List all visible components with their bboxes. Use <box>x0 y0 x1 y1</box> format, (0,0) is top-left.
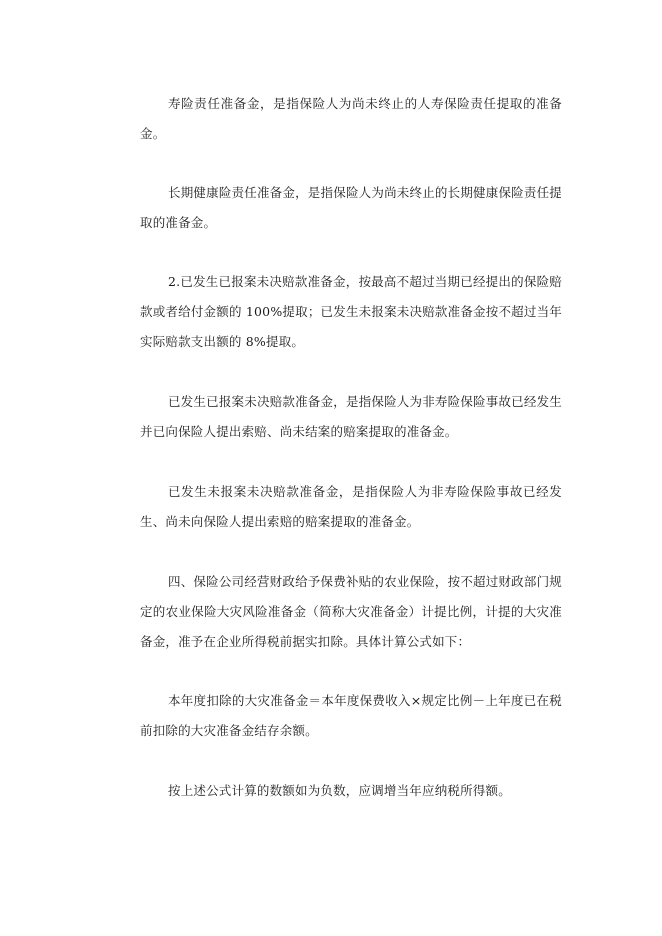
paragraph-claims-reserve-rule: 2.已发生已报案未决赔款准备金，按最高不超过当期已经提出的保险赔款或者给付金额的 100%提取；已发生未报案未决赔款准备金按不超过当年实际赔款支出额的 8%提取。 <box>140 274 562 349</box>
paragraph-life-insurance-reserve: 寿险责任准备金，是指保险人为尚未终止的人寿保险责任提取的准备金。 <box>140 96 562 141</box>
paragraph-agricultural-insurance: 四、保险公司经营财政给予保费补贴的农业保险，按不超过财政部门规定的农业保险大灾风险准备金（简称大灾准备金）计提比例，计提的大灾准备金，准予在企业所得税前据实扣除。具体计算公式如下： <box>140 574 562 649</box>
paragraph-long-term-health-reserve: 长期健康险责任准备金，是指保险人为尚未终止的长期健康保险责任提取的准备金。 <box>140 185 562 230</box>
paragraph-unreported-claims-definition: 已发生未报案未决赔款准备金，是指保险人为非寿险保险事故已经发生、尚未向保险人提出索赔的赔案提取的准备金。 <box>140 484 562 529</box>
paragraph-reported-claims-definition: 已发生已报案未决赔款准备金，是指保险人为非寿险保险事故已经发生并已向保险人提出索赔、尚未结案的赔案提取的准备金。 <box>140 394 562 439</box>
paragraph-negative-amount-note: 按上述公式计算的数额如为负数，应调增当年应纳税所得额。 <box>168 783 511 798</box>
paragraph-formula: 本年度扣除的大灾准备金＝本年度保费收入×规定比例－上年度已在税前扣除的大灾准备金结存余额。 <box>140 693 562 738</box>
